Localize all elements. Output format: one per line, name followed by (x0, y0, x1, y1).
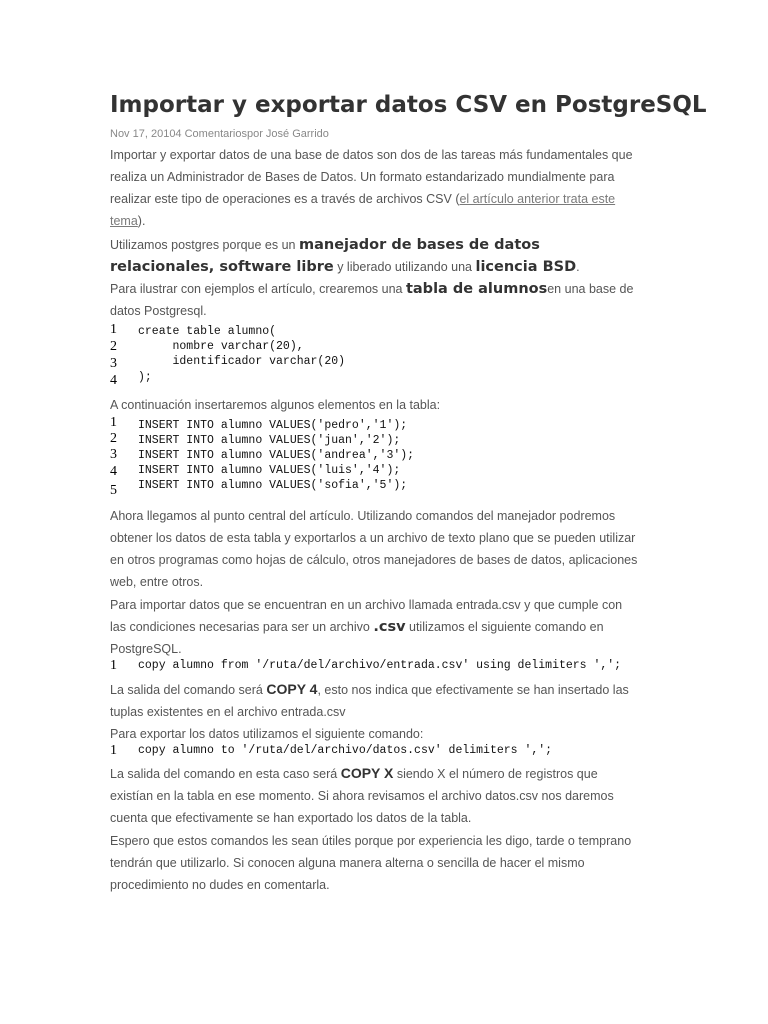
central-point-paragraph: Ahora llegamos al punto central del artículo. Utilizando comandos del manejador podremos obtener los datos de esta tabla y exportarlos a un archivo de texto plano que se pueden utilizar en otros programas como hojas de cálculo, otros manejadores de bases de datos, aplicaciones web, entre otros. (110, 509, 638, 589)
code-line: INSERT INTO alumno VALUES('andrea','3'); (138, 449, 415, 462)
postgres-paragraph: Utilizamos postgres porque es un manejador de bases de datos relacionales, software libre y liberado utilizando una licencia BSD. (110, 237, 580, 275)
code-line: nombre varchar(20), (138, 340, 304, 353)
code-line: INSERT INTO alumno VALUES('luis','4'); (138, 464, 401, 477)
highlight-table: tabla de alumnos (405, 281, 548, 297)
closing-paragraph: Espero que estos comandos les sean útiles porque por experiencia les digo, tarde o temprano tendrán que utilizarlo. Si conocen alguna manera alterna o sencilla de hacer el mismo procedimiento no dudes en comentarla. (110, 834, 632, 892)
export-output-paragraph: La salida del comando en esta caso será COPY X siendo X el número de registros que existían en la tabla en ese momento. Si ahora revisamos el archivo datos.csv nos daremos cuenta que efectivamente se han exportado los datos de la tabla. (110, 765, 614, 825)
code-line: INSERT INTO alumno VALUES('juan','2'); (138, 434, 401, 447)
code-line: copy alumno from '/ruta/del/archivo/entrada.csv' using delimiters ','; (138, 659, 622, 672)
import-output-paragraph: La salida del comando será COPY 4, esto nos indica que efectivamente se han insertado las tuplas existentes en el archivo entrada.csv (110, 681, 629, 719)
highlight-copy-4: COPY 4 (266, 681, 318, 697)
import-paragraph: Para importar datos que se encuentran en un archivo llamada entrada.csv y que cumple con las condiciones necesarias para ser un archivo .csv utilizamos el siguiente comando en PostgreSQL. (110, 598, 623, 656)
insert-intro-paragraph: A continuación insertaremos algunos elementos en la tabla: (110, 398, 441, 412)
highlight-dbms: manejador de bases de datos relacionales, software libre (110, 237, 540, 275)
highlight-copy-x: COPY X (340, 765, 394, 781)
code-line: INSERT INTO alumno VALUES('pedro','1'); (138, 419, 408, 432)
code-line: create table alumno( (138, 325, 277, 338)
code-line: INSERT INTO alumno VALUES('sofia','5'); (138, 479, 408, 492)
highlight-csv: .csv (373, 619, 406, 635)
example-paragraph: Para ilustrar con ejemplos el artículo, crearemos una tabla de alumnosen una base de datos Postgresql. (110, 281, 634, 318)
code-line: copy alumno to '/ruta/del/archivo/datos.csv' delimiters ','; (138, 744, 553, 757)
article-meta: Nov 17, 20104 Comentariospor José Garrido (110, 128, 329, 140)
intro-paragraph: Importar y exportar datos de una base de datos son dos de las tareas más fundamentales que realiza un Administrador de Bases de Datos. Un formato estandarizado mundialmente para realizar este tipo de operaciones es a través de archivos CSV (el artículo anterior trata este tema). (110, 148, 633, 228)
previous-article-link[interactable]: el artículo anterior trata este tema (110, 192, 616, 228)
code-line: identificador varchar(20) (138, 355, 346, 368)
highlight-bsd-license: licencia BSD (475, 259, 577, 275)
article-title: Importar y exportar datos CSV en PostgreSQL (110, 92, 707, 118)
export-intro-paragraph: Para exportar los datos utilizamos el siguiente comando: (110, 727, 424, 741)
code-line: ); (138, 371, 152, 384)
